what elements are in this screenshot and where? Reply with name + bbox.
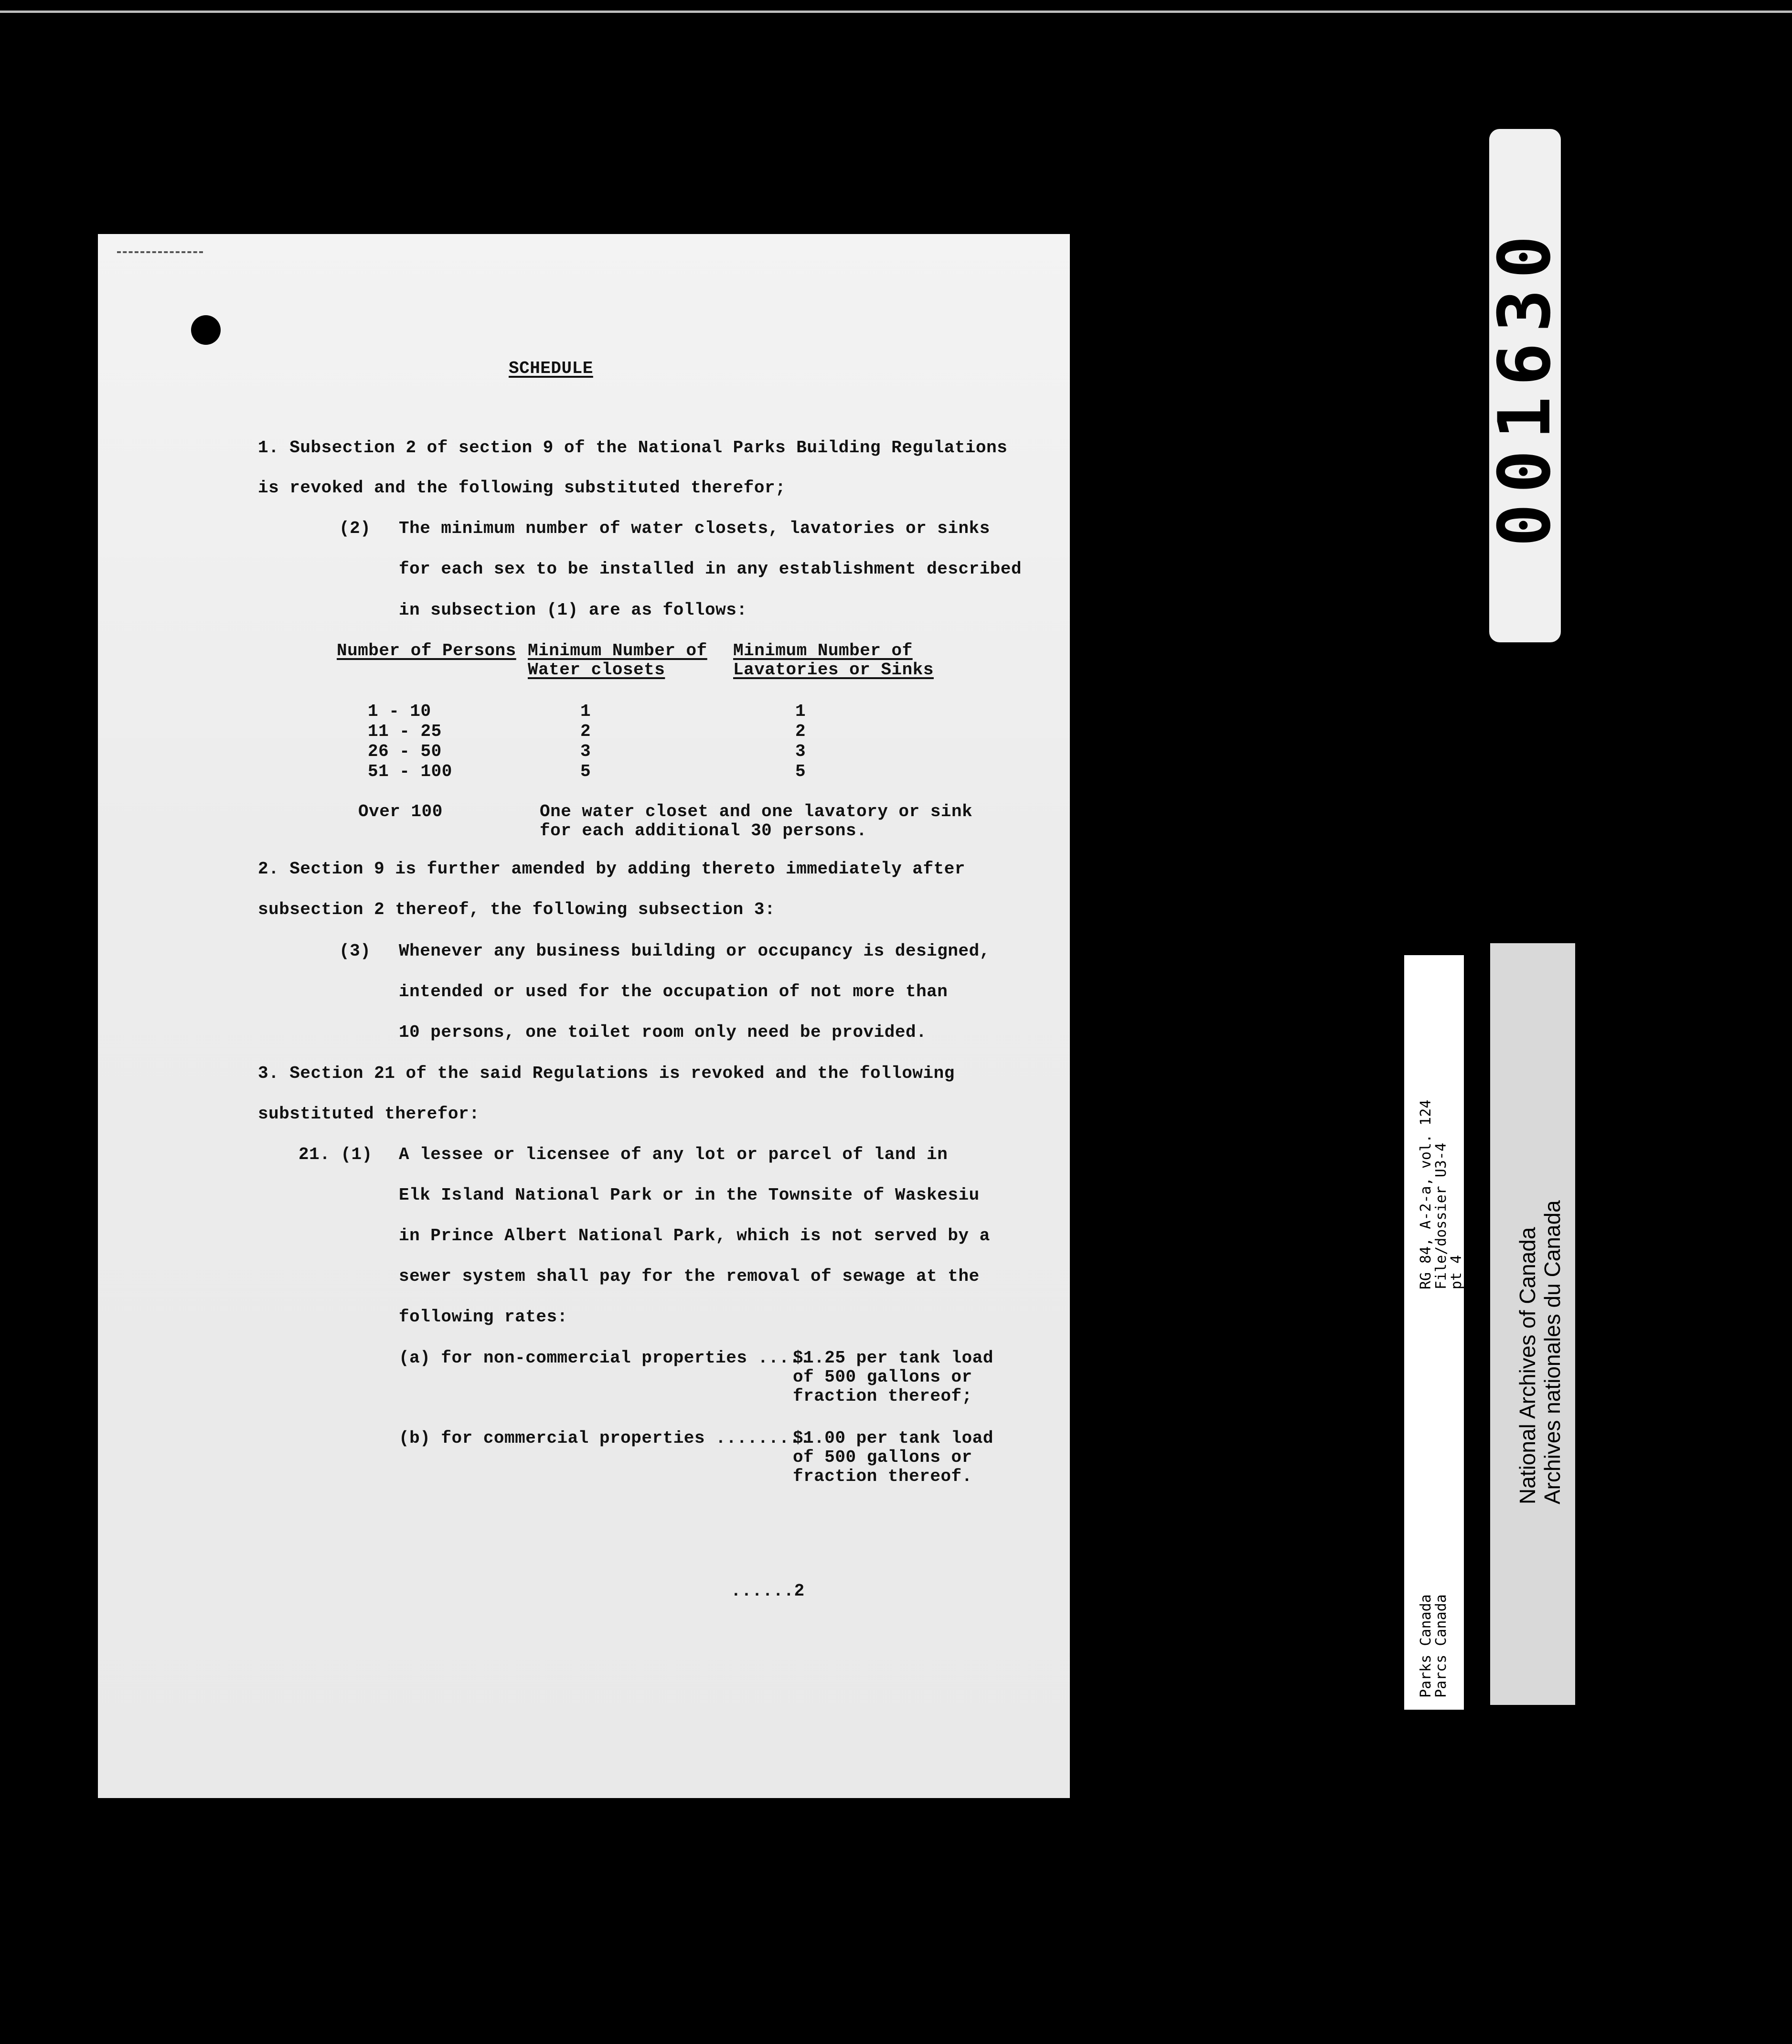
item-2-line-2: subsection 2 thereof, the following subsection 3: [258, 900, 776, 919]
item-1-line-1: 1. Subsection 2 of section 9 of the National Parks Building Regulations [258, 438, 1008, 458]
table-row-4-persons: 51 - 100 [368, 762, 452, 781]
archive-ref-line-1: RG 84, A-2-a, vol. 124 [1418, 1099, 1434, 1289]
table-row-1-closets: 1 [580, 702, 591, 721]
frame-number: 001630 [1483, 224, 1567, 547]
table-row-3-lavatories: 3 [795, 742, 806, 761]
subsection-3-line-1: Whenever any business building or occupancy is designed, [399, 941, 990, 961]
frame-number-stamp [1483, 129, 1567, 642]
table-over-text: One water closet and one lavatory or sink for each additional 30 persons. [540, 802, 973, 841]
table-row-3-closets: 3 [580, 742, 591, 761]
item-2-line-1: 2. Section 9 is further amended by adding thereto immediately after [258, 859, 965, 879]
department-french: Parcs Canada [1433, 1594, 1450, 1698]
item-3-line-2: substituted therefor: [258, 1104, 480, 1124]
torn-edge-mark [117, 251, 203, 257]
table-header-persons: Number of Persons [337, 641, 516, 660]
subsection-2-line-1: The minimum number of water closets, lavatories or sinks [399, 519, 990, 538]
subsection-2-line-2: for each sex to be installed in any establishment described [399, 559, 1022, 579]
archive-ref-line-3: pt 4 [1448, 1255, 1465, 1289]
subsection-3-line-3: 10 persons, one toilet room only need be provided. [399, 1022, 927, 1042]
table-over-label: Over 100 [358, 802, 443, 821]
film-frame-edge [0, 11, 1792, 13]
rate-a-value: $1.25 per tank load of 500 gallons or fraction thereof; [793, 1348, 993, 1406]
rate-b-value: $1.00 per tank load of 500 gallons or fraction thereof. [793, 1428, 993, 1486]
section-21-line-4: sewer system shall pay for the removal of sewage at the [399, 1267, 980, 1286]
item-1-line-2: is revoked and the following substituted therefor; [258, 478, 786, 498]
table-row-2-persons: 11 - 25 [368, 722, 442, 741]
table-row-1-persons: 1 - 10 [368, 702, 431, 721]
archive-reference-label [1404, 955, 1464, 1710]
archives-english: National Archives of Canada [1515, 1227, 1540, 1504]
rate-a-label: (a) for non-commercial properties ..... [399, 1348, 811, 1368]
subsection-2-line-3: in subsection (1) are as follows: [399, 600, 747, 620]
item-3-line-1: 3. Section 21 of the said Regulations is revoked and the following [258, 1064, 955, 1083]
page-continue-marker: ......2 [731, 1581, 805, 1601]
table-row-2-lavatories: 2 [795, 722, 806, 741]
document-page [98, 234, 1070, 1798]
section-21-line-2: Elk Island National Park or in the Townsite of Waskesiu [399, 1185, 980, 1205]
rate-b-label: (b) for commercial properties ......... [399, 1428, 811, 1448]
section-21-line-5: following rates: [399, 1307, 568, 1327]
table-row-3-persons: 26 - 50 [368, 742, 442, 761]
table-row-4-closets: 5 [580, 762, 591, 781]
archives-french: Archives nationales du Canada [1540, 1200, 1565, 1504]
table-header-lavatories: Minimum Number of Lavatories or Sinks [733, 641, 934, 680]
table-row-4-lavatories: 5 [795, 762, 806, 781]
subsection-2-number: (2) [339, 519, 371, 538]
subsection-3-number: (3) [339, 941, 371, 961]
archives-name-label [1490, 943, 1575, 1705]
archive-ref-line-2: File/dossier U3-4 [1433, 1142, 1450, 1289]
punch-hole [191, 315, 221, 345]
subsection-3-line-2: intended or used for the occupation of not more than [399, 982, 948, 1001]
section-21-line-3: in Prince Albert National Park, which is not served by a [399, 1226, 990, 1246]
section-21-line-1: A lessee or licensee of any lot or parcel of land in [399, 1145, 948, 1164]
table-header-water-closets: Minimum Number of Water closets [528, 641, 707, 680]
table-row-2-closets: 2 [580, 722, 591, 741]
table-row-1-lavatories: 1 [795, 702, 806, 721]
document-title: SCHEDULE [509, 359, 593, 378]
section-21-number: 21. (1) [299, 1145, 373, 1164]
department-english: Parks Canada [1418, 1594, 1434, 1698]
